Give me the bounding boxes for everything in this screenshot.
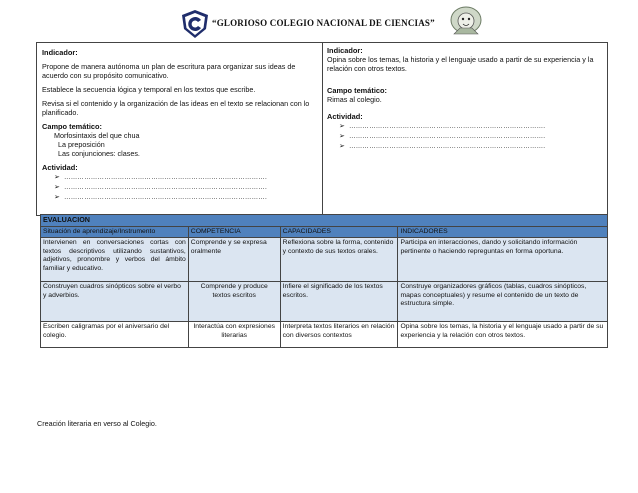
table-cell: Reflexiona sobre la forma, contenido y contexto de sus textos orales. <box>280 238 398 282</box>
evaluation-title: EVALUACION <box>41 215 608 227</box>
arrow-bullet-icon: ➢ <box>54 183 60 191</box>
indicador-line-2: Establece la secuencia lógica y temporal en los textos que escribe. <box>42 85 256 94</box>
table-cell: Escriben caligramas por el aniversario del colegio. <box>41 322 189 348</box>
campo-text: Rimas al colegio. <box>327 95 382 104</box>
indicador-text: Propone de manera autónoma un plan de escritura para organizar sus ideas de acuerdo con su propósito comunicativo. <box>42 62 296 80</box>
indicador-text: Opina sobre los temas, la historia y el lenguaje usado a partir de su experiencia y la relación con otros textos. <box>327 55 594 73</box>
campo-item: La preposición <box>58 140 105 149</box>
list-item: ➢ ……………………………………………………………………………. <box>339 122 546 130</box>
table-row <box>41 238 608 282</box>
column-header: CAPACIDADES <box>280 226 398 238</box>
right-lesson-panel <box>322 42 608 216</box>
actividad-label: Actividad: <box>42 163 78 172</box>
table-cell: Comprende y produce textos escritos <box>188 282 280 322</box>
table-cell: Opina sobre los temas, la historia y el lenguaje usado a partir de su experiencia y la relación con otros textos. <box>398 322 608 348</box>
table-title-row <box>41 215 608 227</box>
table-cell: Construyen cuadros sinópticos sobre el verbo y adverbios. <box>41 282 189 322</box>
table-cell: Participa en interacciones, dando y solicitando información pertinente o haciendo repreguntas en forma oportuna. <box>398 238 608 282</box>
table-cell: Comprende y se expresa oralmente <box>188 238 280 282</box>
column-header: INDICADORES <box>398 226 608 238</box>
table-row <box>41 322 608 348</box>
table-cell: Interpreta textos literarios en relación con diversos contextos <box>280 322 398 348</box>
list-item: ➢ ………………………………………………………………………………. <box>54 183 268 191</box>
arrow-bullet-icon: ➢ <box>54 173 60 181</box>
table-cell: Intervienen en conversaciones cortas con textos descriptivos utilizando sustantivos, adjetivos, pronombre y verbos del ámbito familiar y educativo. <box>41 238 189 282</box>
arrow-bullet-icon: ➢ <box>339 122 345 130</box>
indicador-line-3: Revisa si el contenido y la organización de las ideas en el texto se relacionan con lo planificado. <box>42 99 310 117</box>
table-cell: Interactúa con expresiones literarias <box>188 322 280 348</box>
campo-tematico-label: Campo temático: <box>327 86 387 95</box>
footer-text: Creación literaria en verso al Colegio. <box>37 419 157 428</box>
table-row <box>41 282 608 322</box>
list-item: ➢ ……………………………………………………………………………. <box>339 142 546 150</box>
left-lesson-panel <box>36 42 323 216</box>
school-crest-icon <box>180 9 210 39</box>
indicador-label: Indicador: <box>42 48 78 57</box>
campo-tematico-label: Campo temático: <box>42 122 102 131</box>
table-cell: Infiere el significado de los textos escritos. <box>280 282 398 322</box>
school-title: “GLORIOSO COLEGIO NACIONAL DE CIENCIAS” <box>212 18 435 28</box>
table-cell: Construye organizadores gráficos (tablas, cuadros sinópticos, mapas conceptuales) y resume el contenido de un texto de estructura simple. <box>398 282 608 322</box>
indicador-label: Indicador: <box>327 46 363 55</box>
list-item: ➢ ………………………………………………………………………………. <box>54 173 268 181</box>
arrow-bullet-icon: ➢ <box>339 132 345 140</box>
table-header-row <box>41 226 608 238</box>
column-header: COMPETENCIA <box>188 226 280 238</box>
lion-mascot-icon <box>446 4 486 40</box>
campo-item: Las conjunciones: clases. <box>58 149 140 158</box>
list-item: ➢ ………………………………………………………………………………. <box>54 193 268 201</box>
list-item: ➢ ……………………………………………………………………………. <box>339 132 546 140</box>
document-header <box>0 0 638 44</box>
column-header: Situación de aprendizaje/Instrumento <box>41 226 189 238</box>
arrow-bullet-icon: ➢ <box>54 193 60 201</box>
arrow-bullet-icon: ➢ <box>339 142 345 150</box>
campo-item: Morfosintaxis del que chua <box>54 131 140 140</box>
evaluation-table <box>40 214 608 348</box>
actividad-label: Actividad: <box>327 112 363 121</box>
